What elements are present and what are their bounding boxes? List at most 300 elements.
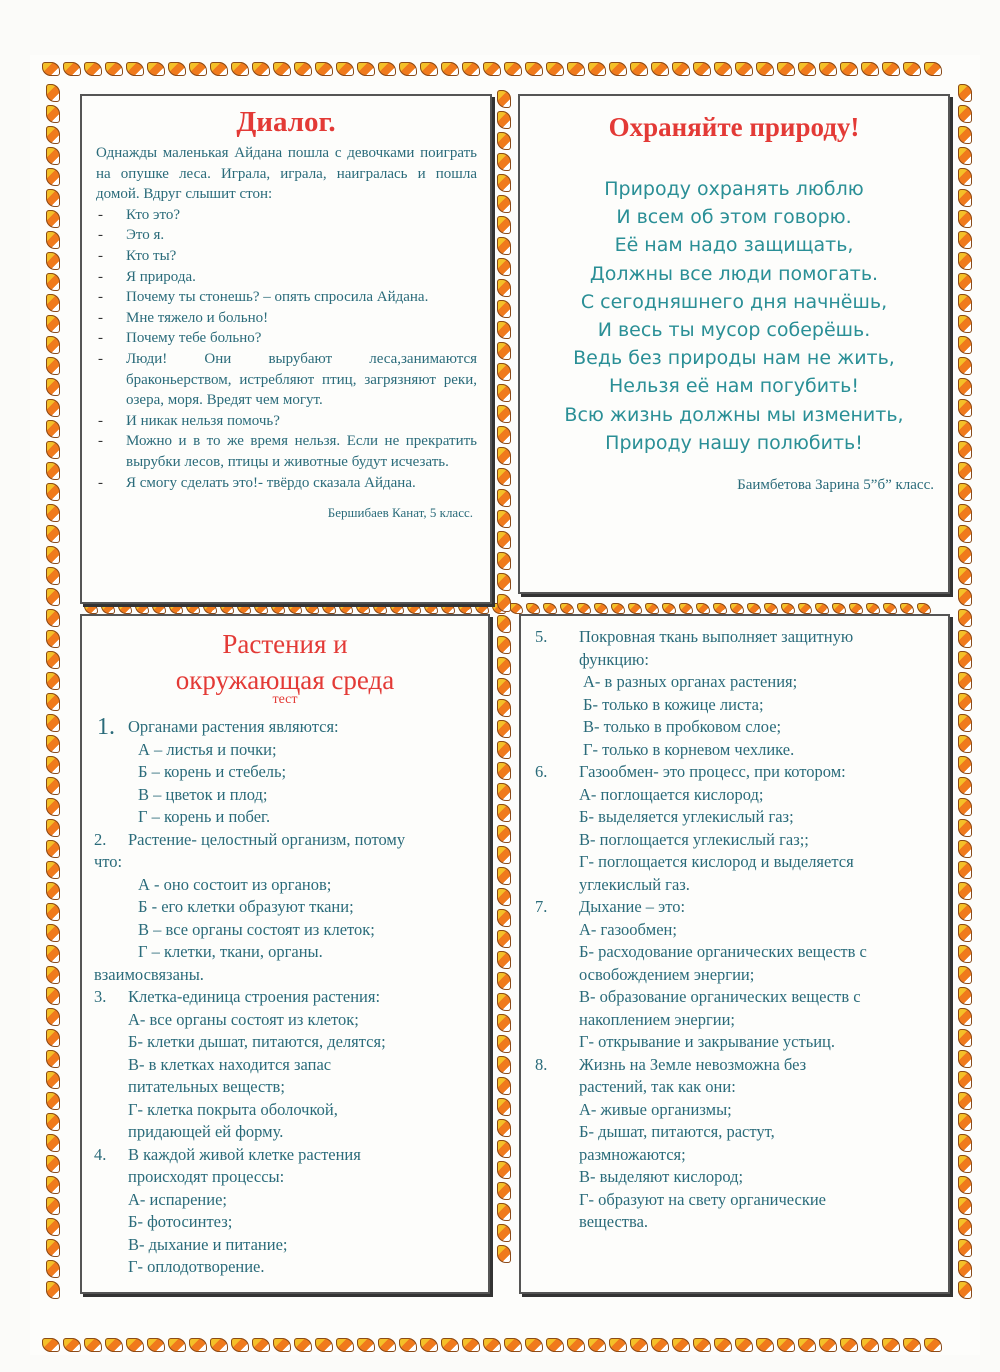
candy-corn-icon <box>560 603 574 614</box>
candy-corn-icon <box>714 62 732 76</box>
candy-corn-icon <box>118 603 132 614</box>
candy-corn-icon <box>46 777 60 795</box>
candy-corn-icon <box>46 252 60 270</box>
candy-corn-icon <box>378 1338 396 1352</box>
answer-option: В – все органы состоят из клеток; <box>138 919 375 939</box>
candy-corn-icon <box>756 62 774 76</box>
candy-corn-icon <box>497 426 511 444</box>
candy-corn-icon <box>497 972 511 990</box>
candy-corn-icon <box>958 147 972 165</box>
candy-corn-icon <box>46 1134 60 1152</box>
candy-corn-icon <box>735 62 753 76</box>
candy-corn-icon <box>958 378 972 396</box>
dialog-line: - Кто это? <box>96 205 477 226</box>
candy-corn-icon <box>958 189 972 207</box>
candy-corn-icon <box>46 756 60 774</box>
candy-corn-icon <box>497 888 511 906</box>
candy-corn-icon <box>958 105 972 123</box>
candy-corn-icon <box>815 603 829 614</box>
candy-corn-icon <box>497 615 511 633</box>
dialog-line: - Кто ты? <box>96 246 477 267</box>
candy-corn-icon <box>252 1338 270 1352</box>
candy-corn-icon <box>46 693 60 711</box>
poem-line: Должны все люди помогать. <box>589 262 879 285</box>
candy-corn-icon <box>322 603 336 614</box>
candy-corn-icon <box>609 1338 627 1352</box>
candy-corn-icon <box>189 1338 207 1352</box>
candy-corn-icon <box>497 930 511 948</box>
candy-corn-icon <box>567 62 585 76</box>
candy-corn-icon <box>497 699 511 717</box>
question-text: Органами растения являются: <box>128 717 339 736</box>
candy-corn-icon <box>497 300 511 318</box>
candy-corn-icon <box>46 987 60 1005</box>
candy-corn-icon <box>497 405 511 423</box>
candy-corn-icon <box>714 1338 732 1352</box>
candy-corn-icon <box>958 987 972 1005</box>
candy-corn-icon <box>46 105 60 123</box>
candy-corn-icon <box>497 321 511 339</box>
candy-corn-icon <box>271 603 285 614</box>
candy-corn-icon <box>497 1203 511 1221</box>
question-number: 1. <box>97 714 115 740</box>
candy-corn-icon <box>497 489 511 507</box>
candy-corn-icon <box>46 819 60 837</box>
candy-corn-icon <box>840 1338 858 1352</box>
candy-corn-icon <box>420 1338 438 1352</box>
candy-corn-icon <box>497 363 511 381</box>
candy-corn-icon <box>958 462 972 480</box>
candy-corn-icon <box>958 924 972 942</box>
candy-corn-icon <box>651 1338 669 1352</box>
candy-corn-icon <box>611 603 625 614</box>
candy-corn-icon <box>497 909 511 927</box>
answer-option: Г- оплодотворение. <box>128 1257 265 1276</box>
candy-corn-icon <box>958 1071 972 1089</box>
candy-corn-icon <box>497 636 511 654</box>
candy-corn-icon <box>693 62 711 76</box>
poem-line: И весь ты мусор соберёшь. <box>597 319 871 342</box>
candy-corn-icon <box>46 735 60 753</box>
candy-corn-icon <box>958 357 972 375</box>
candy-corn-icon <box>497 1077 511 1095</box>
question-4 <box>94 1144 478 1189</box>
candy-corn-icon <box>46 1113 60 1131</box>
candy-corn-icon <box>46 861 60 879</box>
answer-option: Б- выделяется углекислый газ; <box>579 807 794 826</box>
candy-corn-icon <box>46 714 60 732</box>
candy-corn-icon <box>630 62 648 76</box>
candy-corn-icon <box>462 62 480 76</box>
candy-corn-icon <box>497 552 511 570</box>
candy-corn-icon <box>958 798 972 816</box>
candy-corn-icon <box>903 1338 921 1352</box>
candy-corn-icon <box>46 126 60 144</box>
candy-corn-icon <box>958 1029 972 1047</box>
candy-corn-icon <box>882 1338 900 1352</box>
candy-corn-icon <box>798 1338 816 1352</box>
candy-corn-icon <box>46 378 60 396</box>
candy-corn-icon <box>46 315 60 333</box>
candy-corn-icon <box>900 603 914 614</box>
dialog-line: - Почему тебе больно? <box>96 328 477 349</box>
candy-corn-icon <box>84 603 98 614</box>
candy-corn-icon <box>497 258 511 276</box>
candy-corn-icon <box>958 483 972 501</box>
candy-corn-icon <box>958 504 972 522</box>
candy-corn-icon <box>46 630 60 648</box>
candy-corn-icon <box>497 468 511 486</box>
answer-option: Б- дышат, питаются, растут, размножаются; <box>579 1122 775 1164</box>
candy-corn-icon <box>958 294 972 312</box>
candy-corn-icon <box>168 62 186 76</box>
candy-corn-icon <box>958 903 972 921</box>
candy-corn-icon <box>84 1338 102 1352</box>
candy-corn-icon <box>958 1239 972 1257</box>
candy-corn-icon <box>958 231 972 249</box>
answer-option: В- выделяют кислород; <box>579 1167 744 1186</box>
candy-corn-icon <box>203 603 217 614</box>
candy-corn-icon <box>42 1338 60 1352</box>
candy-corn-icon <box>543 603 557 614</box>
candy-corn-icon <box>882 62 900 76</box>
candy-corn-icon <box>46 840 60 858</box>
candy-corn-icon <box>958 840 972 858</box>
poem-line: Ведь без природы нам не жить, <box>573 347 895 370</box>
candy-corn-icon <box>315 62 333 76</box>
candy-corn-icon <box>497 1056 511 1074</box>
dialog-line: - Это я. <box>96 225 477 246</box>
candy-corn-icon <box>46 924 60 942</box>
candy-corn-icon <box>441 603 455 614</box>
test-subtitle: тест <box>272 692 298 707</box>
candy-corn-icon <box>339 603 353 614</box>
candy-corn-icon <box>273 62 291 76</box>
candy-corn-icon <box>169 603 183 614</box>
question-2 <box>94 829 478 852</box>
candy-corn-icon <box>958 714 972 732</box>
candy-corn-icon <box>713 603 727 614</box>
candy-corn-icon <box>46 945 60 963</box>
candy-corn-icon <box>958 252 972 270</box>
candy-corn-icon <box>46 546 60 564</box>
candy-corn-icon <box>105 1338 123 1352</box>
candy-corn-icon <box>958 966 972 984</box>
answer-option-cont: взаимосвязаны. <box>94 964 204 984</box>
candy-corn-icon <box>294 62 312 76</box>
candy-corn-icon <box>46 588 60 606</box>
candy-corn-icon <box>475 603 489 614</box>
answer-option: Б- только в кожице листа; <box>583 694 764 714</box>
answer-option: А- все органы состоят из клеток; <box>128 1009 359 1029</box>
candy-corn-icon <box>504 1338 522 1352</box>
candy-corn-icon <box>46 609 60 627</box>
test-title-line2: окружающая среда <box>175 665 395 695</box>
candy-corn-icon <box>958 273 972 291</box>
candy-corn-icon <box>357 1338 375 1352</box>
candy-corn-icon <box>497 825 511 843</box>
candy-corn-icon <box>46 1155 60 1173</box>
candy-corn-icon <box>390 603 404 614</box>
candy-border-top <box>42 62 942 76</box>
candy-corn-icon <box>609 62 627 76</box>
question-6 <box>533 761 938 784</box>
candy-corn-icon <box>399 1338 417 1352</box>
question-text: Газообмен- это процесс, при котором: <box>579 762 846 781</box>
poem-line: Её нам надо защищать, <box>614 234 854 257</box>
candy-corn-icon <box>958 546 972 564</box>
candy-corn-icon <box>497 384 511 402</box>
candy-corn-icon <box>849 603 863 614</box>
question-number: 2. <box>94 829 107 849</box>
candy-corn-icon <box>46 1218 60 1236</box>
candy-corn-icon <box>819 1338 837 1352</box>
candy-corn-icon <box>497 1035 511 1053</box>
candy-corn-icon <box>747 603 761 614</box>
candy-corn-icon <box>924 1338 942 1352</box>
candy-corn-icon <box>525 62 543 76</box>
candy-corn-icon <box>497 678 511 696</box>
candy-corn-icon <box>958 882 972 900</box>
candy-corn-icon <box>497 132 511 150</box>
candy-corn-icon <box>46 84 60 102</box>
candy-corn-icon <box>46 210 60 228</box>
question-text-cont: что: <box>94 852 123 871</box>
candy-corn-icon <box>958 1134 972 1152</box>
candy-corn-icon <box>497 447 511 465</box>
candy-corn-icon <box>46 1008 60 1026</box>
candy-corn-icon <box>958 1197 972 1215</box>
candy-corn-icon <box>651 62 669 76</box>
candy-corn-icon <box>662 603 676 614</box>
candy-corn-icon <box>46 231 60 249</box>
candy-corn-icon <box>441 1338 459 1352</box>
candy-corn-icon <box>509 603 523 614</box>
candy-corn-icon <box>42 62 60 76</box>
candy-corn-icon <box>189 62 207 76</box>
candy-corn-icon <box>497 531 511 549</box>
candy-corn-icon <box>958 168 972 186</box>
candy-corn-icon <box>497 1140 511 1158</box>
candy-corn-icon <box>46 336 60 354</box>
candy-corn-icon <box>46 651 60 669</box>
candy-corn-icon <box>497 510 511 528</box>
poem-panel <box>518 94 950 594</box>
candy-corn-icon <box>958 1050 972 1068</box>
dialog-line: - И никак нельзя помочь? <box>96 411 477 432</box>
candy-corn-icon <box>958 735 972 753</box>
candy-corn-icon <box>679 603 693 614</box>
answer-option: Б- расходование органических веществ с освобождением энергии; <box>579 942 867 984</box>
answer-option: В – цветок и плод; <box>138 784 268 804</box>
candy-corn-icon <box>861 62 879 76</box>
candy-corn-icon <box>958 84 972 102</box>
candy-corn-icon <box>497 846 511 864</box>
candy-corn-icon <box>497 1014 511 1032</box>
answer-option: В- только в пробковом слое; <box>583 717 782 736</box>
candy-corn-icon <box>497 195 511 213</box>
candy-corn-icon <box>105 62 123 76</box>
candy-corn-icon <box>46 147 60 165</box>
candy-corn-icon <box>497 657 511 675</box>
candy-corn-icon <box>672 62 690 76</box>
candy-corn-icon <box>497 594 511 612</box>
candy-corn-icon <box>46 672 60 690</box>
candy-corn-icon <box>866 603 880 614</box>
candy-corn-icon <box>46 1176 60 1194</box>
question-1 <box>94 716 478 739</box>
question-number: 6. <box>535 762 548 781</box>
answer-option: Б- фотосинтез; <box>128 1212 233 1231</box>
candy-corn-icon <box>693 1338 711 1352</box>
poem-author: Баимбетова Зарина 5”б” класс. <box>737 477 934 494</box>
candy-corn-icon <box>630 1338 648 1352</box>
answer-option: Г – клетки, ткани, органы. <box>138 942 323 961</box>
poem-line: С сегодняшнего дня начнёшь, <box>580 290 888 313</box>
candy-corn-icon <box>958 819 972 837</box>
candy-corn-icon <box>958 1113 972 1131</box>
candy-corn-icon <box>497 1182 511 1200</box>
candy-corn-icon <box>210 1338 228 1352</box>
candy-corn-icon <box>883 603 897 614</box>
candy-corn-icon <box>424 603 438 614</box>
question-text: В каждой живой клетке растения происходят процессы: <box>128 1144 361 1186</box>
candy-corn-icon <box>101 603 115 614</box>
candy-corn-icon <box>958 315 972 333</box>
candy-corn-icon <box>46 798 60 816</box>
candy-corn-icon <box>63 62 81 76</box>
candy-corn-icon <box>46 1050 60 1068</box>
poem-line: Всю жизнь должны мы изменить, <box>564 403 904 426</box>
candy-corn-icon <box>378 62 396 76</box>
candy-corn-icon <box>526 603 540 614</box>
candy-corn-icon <box>958 861 972 879</box>
question-7 <box>533 896 938 919</box>
answer-option: А- поглощается кислород; <box>579 784 764 804</box>
answer-option: Г- образуют на свету органические вещества. <box>579 1189 827 1231</box>
question-3 <box>94 986 478 1009</box>
candy-corn-icon <box>46 504 60 522</box>
dialog-author: Бершибаев Канат, 5 класс. <box>327 505 473 521</box>
candy-corn-icon <box>497 951 511 969</box>
candy-corn-icon <box>958 126 972 144</box>
candy-corn-icon <box>497 1224 511 1242</box>
poem-title: Охраняйте природу! <box>608 112 860 142</box>
candy-corn-icon <box>798 62 816 76</box>
candy-corn-icon <box>126 1338 144 1352</box>
candy-corn-icon <box>497 762 511 780</box>
candy-corn-icon <box>462 1338 480 1352</box>
candy-corn-icon <box>84 62 102 76</box>
answer-option: Г – корень и побег. <box>138 807 271 826</box>
candy-corn-icon <box>958 630 972 648</box>
candy-corn-icon <box>497 993 511 1011</box>
candy-corn-icon <box>497 216 511 234</box>
candy-corn-icon <box>958 1155 972 1173</box>
candy-corn-icon <box>497 1119 511 1137</box>
candy-corn-icon <box>764 603 778 614</box>
candy-corn-icon <box>958 399 972 417</box>
question-number: 7. <box>535 897 548 916</box>
candy-corn-icon <box>288 603 302 614</box>
question-text: Дыхание – это: <box>579 897 686 916</box>
candy-corn-icon <box>577 603 591 614</box>
candy-corn-icon <box>210 62 228 76</box>
answer-option: А – листья и почки; <box>138 739 277 759</box>
candy-corn-icon <box>819 62 837 76</box>
candy-corn-icon <box>46 903 60 921</box>
candy-corn-icon <box>546 62 564 76</box>
candy-corn-icon <box>273 1338 291 1352</box>
candy-corn-icon <box>46 273 60 291</box>
candy-corn-icon <box>46 483 60 501</box>
candy-corn-icon <box>46 1071 60 1089</box>
question-number: 3. <box>94 987 107 1006</box>
candy-corn-icon <box>497 720 511 738</box>
candy-corn-icon <box>46 567 60 585</box>
candy-corn-icon <box>399 62 417 76</box>
candy-corn-icon <box>497 867 511 885</box>
candy-corn-icon <box>504 62 522 76</box>
answer-option: А- живые организмы; <box>579 1099 732 1119</box>
candy-corn-icon <box>628 603 642 614</box>
test-title-line1: Растения и <box>222 629 348 659</box>
candy-corn-icon <box>497 573 511 591</box>
candy-corn-icon <box>46 1260 60 1278</box>
answer-option: В- в клетках находится запас питательных веществ; <box>128 1054 332 1096</box>
candy-corn-icon <box>46 1029 60 1047</box>
candy-corn-icon <box>46 441 60 459</box>
candy-corn-icon <box>46 1197 60 1215</box>
candy-corn-icon <box>147 62 165 76</box>
candy-corn-icon <box>46 1239 60 1257</box>
question-8 <box>533 1054 938 1099</box>
answer-option: А- испарение; <box>128 1189 227 1209</box>
candy-corn-icon <box>483 62 501 76</box>
question-text: Жизнь на Земле невозможна без растений, так как они: <box>579 1054 807 1096</box>
candy-border-center <box>497 90 511 1263</box>
candy-corn-icon <box>497 783 511 801</box>
candy-corn-icon <box>735 1338 753 1352</box>
candy-corn-icon <box>777 1338 795 1352</box>
candy-corn-icon <box>958 336 972 354</box>
candy-border-bottom <box>42 1338 942 1352</box>
candy-corn-icon <box>958 441 972 459</box>
answer-option: А - оно состоит из органов; <box>138 874 332 894</box>
candy-corn-icon <box>832 603 846 614</box>
poem-line: Нельзя её нам погубить! <box>609 375 859 398</box>
candy-corn-icon <box>46 294 60 312</box>
candy-corn-icon <box>497 174 511 192</box>
question-number: 5. <box>535 627 548 646</box>
question-text: Растение- целостный организм, потому <box>128 829 406 849</box>
test-panel-right <box>519 614 950 1294</box>
answer-option: Б- клетки дышат, питаются, делятся; <box>128 1032 386 1051</box>
candy-corn-icon <box>46 1092 60 1110</box>
candy-border-left <box>46 84 60 1299</box>
poem-line: И всем об этом говорю. <box>616 206 852 229</box>
candy-corn-icon <box>46 1281 60 1299</box>
answer-option: Г- открывание и закрывание устьиц. <box>579 1032 836 1051</box>
dialog-intro: Однажды маленькая Айдана пошла с девочками поиграть на опушке леса. Играла, играла, наигралась и пошла домой. Вдруг слышит стон: <box>96 145 477 203</box>
candy-corn-icon <box>958 1092 972 1110</box>
candy-corn-icon <box>315 1338 333 1352</box>
candy-corn-icon <box>135 603 149 614</box>
candy-corn-icon <box>645 603 659 614</box>
candy-corn-icon <box>546 1338 564 1352</box>
candy-corn-icon <box>254 603 268 614</box>
candy-corn-icon <box>294 1338 312 1352</box>
